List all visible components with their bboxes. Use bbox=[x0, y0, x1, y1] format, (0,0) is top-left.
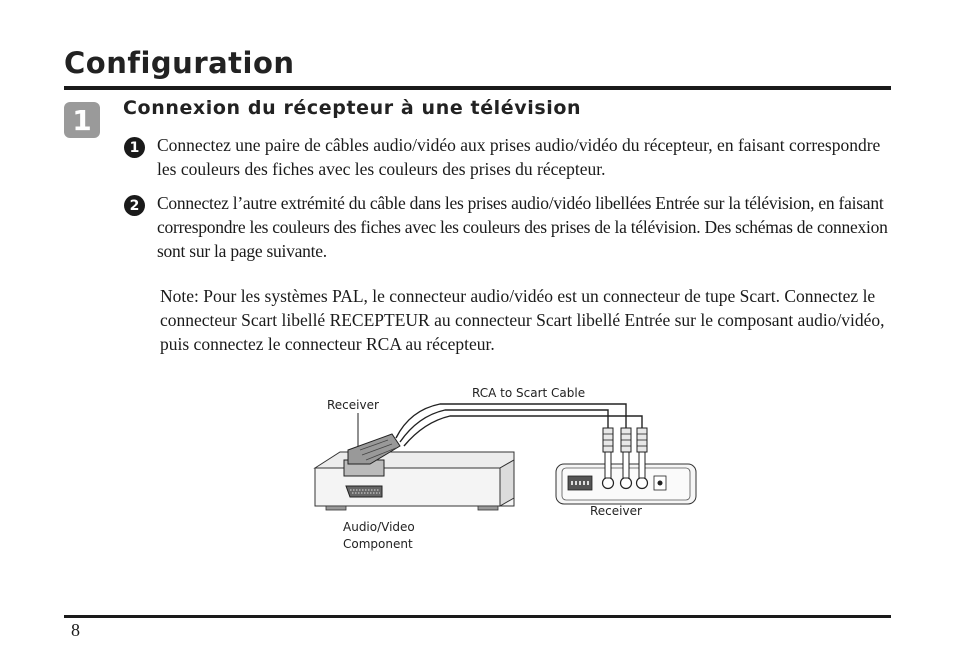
rca-plug-left-icon bbox=[603, 428, 613, 478]
scart-port-icon bbox=[346, 486, 382, 497]
step-number-1: 1 bbox=[124, 137, 145, 158]
page-number: 8 bbox=[71, 620, 80, 640]
page-title: Configuration bbox=[64, 46, 295, 80]
rca-plug-right-icon bbox=[637, 428, 647, 478]
pal-note: Note: Pour les systèmes PAL, le connecteur audio/vidéo est un connecteur de tupe Scart. Connectez le connecteur Scart libellé RECEPTEUR au connecteur Scart libellé Entrée sur le composant audio/vidéo, puis connectez le connecteur RCA au récepteur. bbox=[160, 286, 885, 354]
step-1-text: Connectez une paire de câbles audio/vidéo aux prises audio/vidéo du récepteur, en faisant correspondre les couleurs des fiches avec les couleurs des prises du récepteur. bbox=[157, 135, 881, 179]
header-rule bbox=[64, 86, 891, 90]
section-step-badge: 1 bbox=[64, 102, 100, 138]
label-av-component-line1: Audio/Video bbox=[343, 520, 415, 534]
cable-line-2 bbox=[400, 410, 608, 442]
rca-plug-middle-icon bbox=[621, 428, 631, 478]
step-2-text: Connectez l’autre extrémité du câble dans les prises audio/vidéo libellées Entrée sur la télévision, en faisant correspondre les couleurs des fiches avec les couleurs des prises de la télévision. Des schémas de connexion sont sur la page suivante. bbox=[157, 193, 888, 261]
section-heading: Connexion du récepteur à une télévision bbox=[123, 97, 582, 119]
step-number-2: 2 bbox=[124, 195, 145, 216]
label-receiver-right: Receiver bbox=[590, 504, 642, 518]
connection-diagram bbox=[300, 380, 720, 560]
label-rca-to-scart-cable: RCA to Scart Cable bbox=[472, 386, 586, 400]
label-av-component-line2: Component bbox=[343, 537, 413, 551]
cable-line-1 bbox=[396, 404, 626, 438]
label-receiver-left: Receiver bbox=[327, 398, 379, 412]
footer-rule bbox=[64, 615, 891, 618]
